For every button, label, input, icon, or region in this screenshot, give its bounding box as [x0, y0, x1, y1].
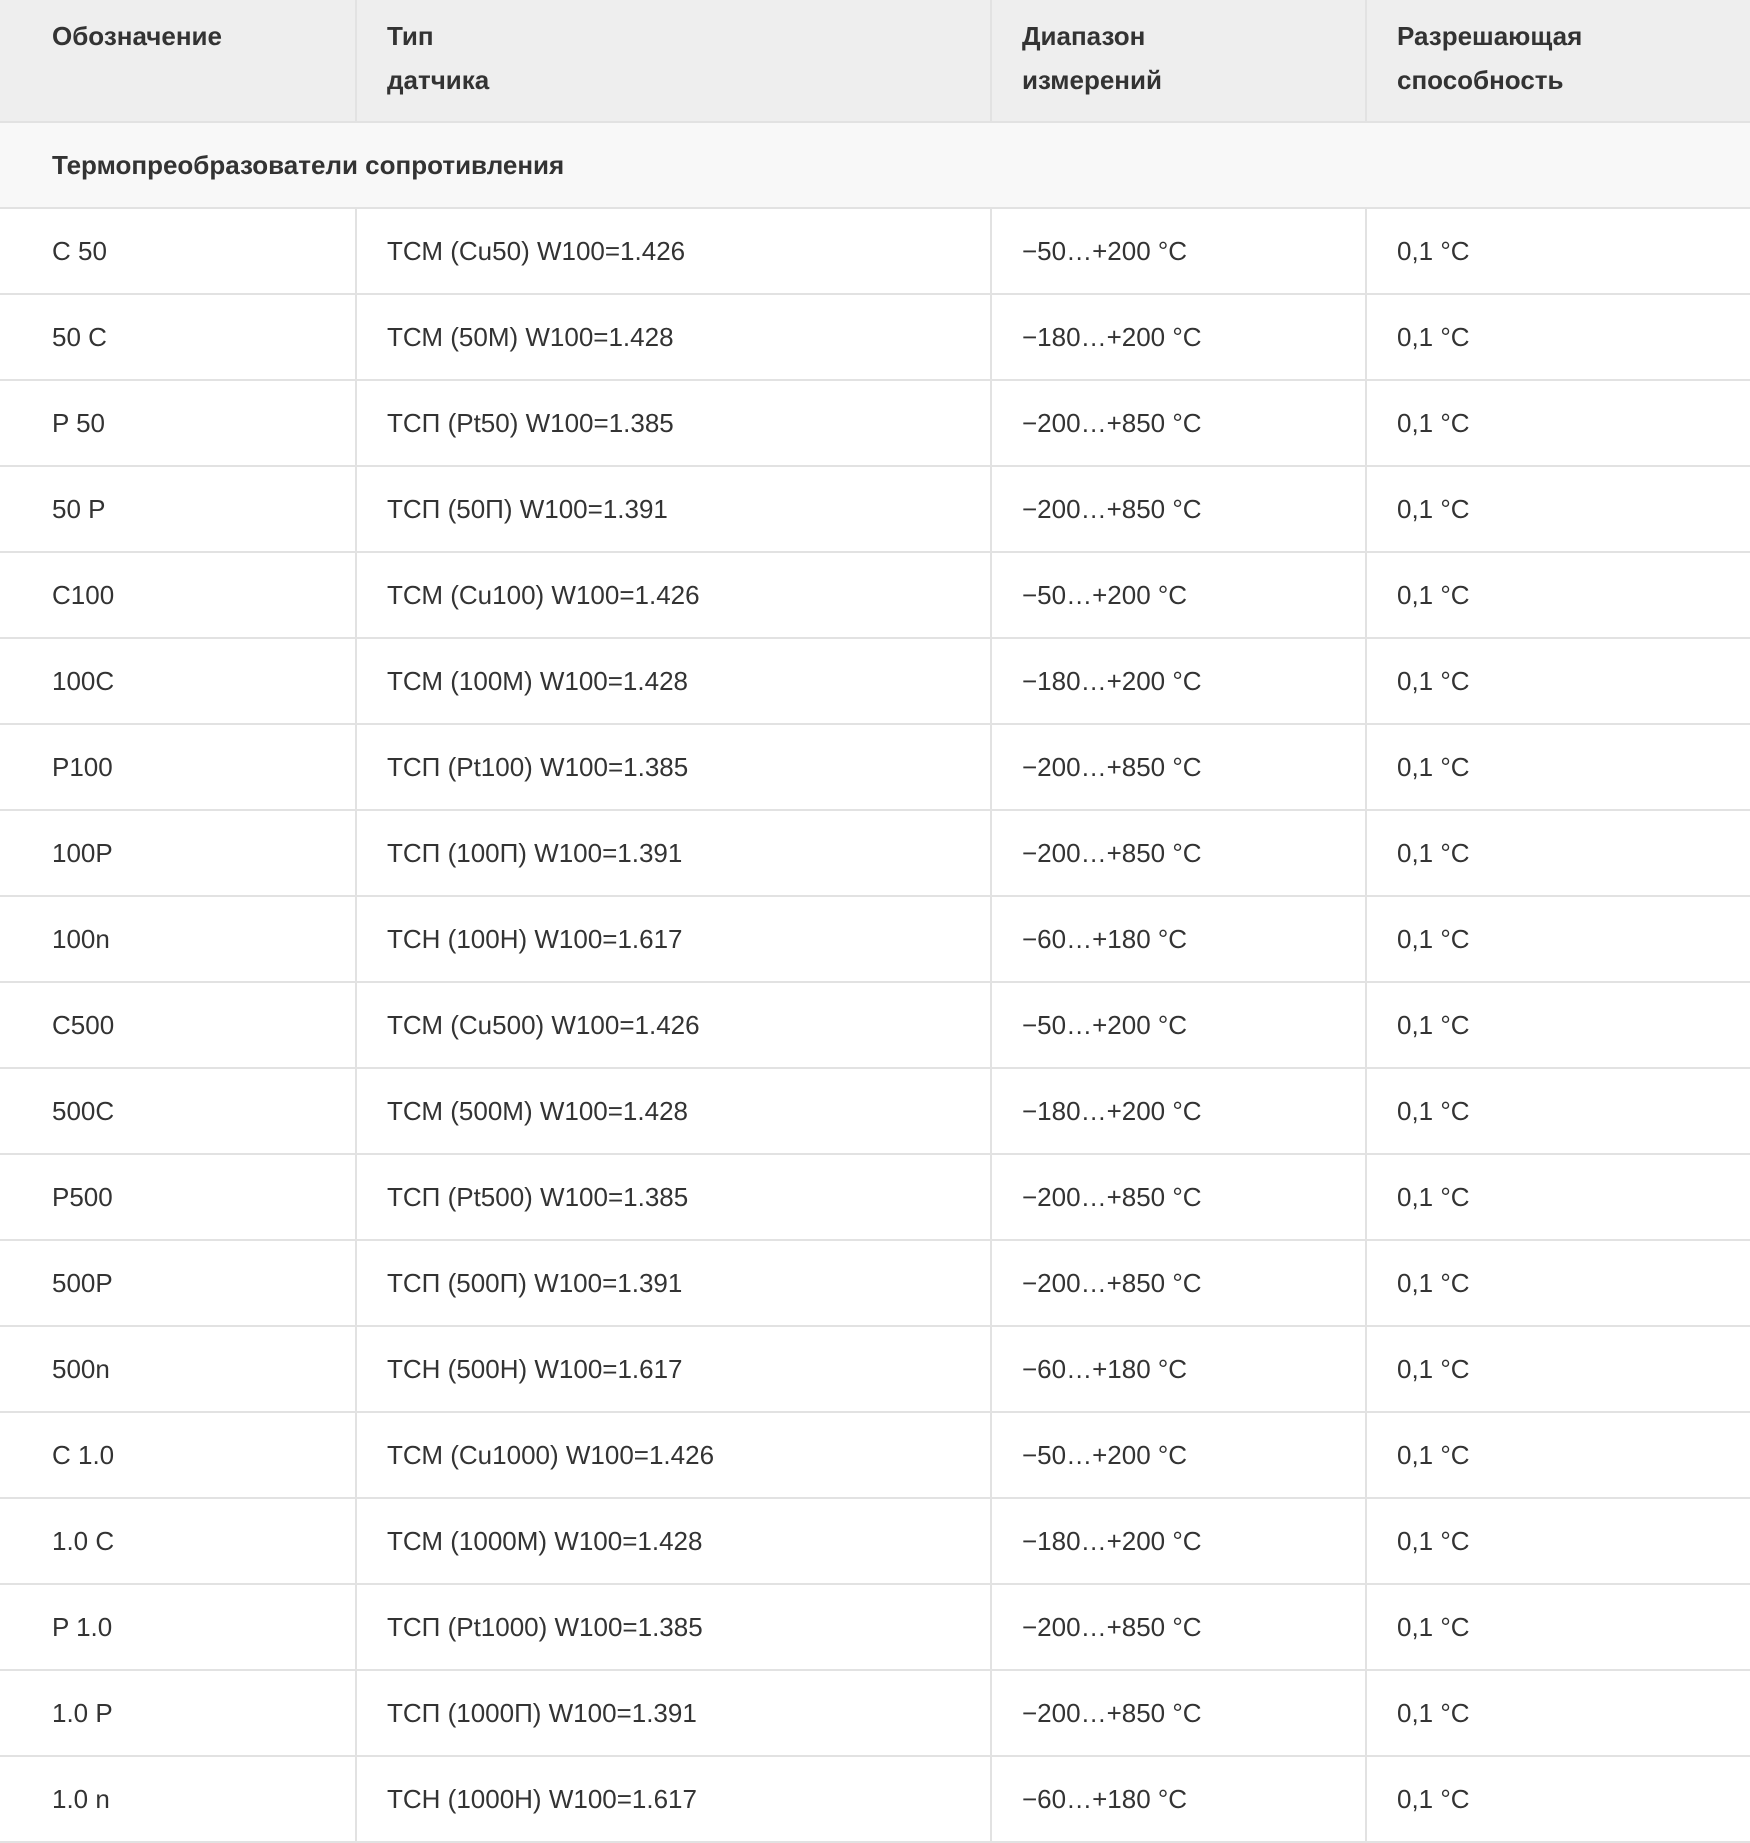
- cell-range: −200…+850 °C: [991, 810, 1366, 896]
- header-designation-line: Обозначение: [52, 21, 222, 51]
- cell-range: −200…+850 °C: [991, 1240, 1366, 1326]
- cell-resolution: 0,1 °C: [1366, 1326, 1750, 1412]
- table-row: [0, 1326, 1750, 1412]
- table-row: [0, 208, 1750, 294]
- cell-sensor-type: ТСП (100П) W100=1.391: [356, 810, 991, 896]
- cell-sensor-type: ТСМ (500М) W100=1.428: [356, 1068, 991, 1154]
- table-header-row: [0, 0, 1750, 122]
- cell-designation: P500: [0, 1154, 356, 1240]
- header-sensor-type: [356, 0, 991, 122]
- table-row: [0, 1240, 1750, 1326]
- cell-range: −180…+200 °C: [991, 1498, 1366, 1584]
- table-row: [0, 466, 1750, 552]
- cell-designation: P 1.0: [0, 1584, 356, 1670]
- cell-resolution: 0,1 °C: [1366, 1412, 1750, 1498]
- table-row: [0, 638, 1750, 724]
- cell-resolution: 0,1 °C: [1366, 208, 1750, 294]
- cell-range: −50…+200 °C: [991, 208, 1366, 294]
- cell-sensor-type: ТСП (Pt500) W100=1.385: [356, 1154, 991, 1240]
- cell-range: −200…+850 °C: [991, 380, 1366, 466]
- cell-sensor-type: ТСП (500П) W100=1.391: [356, 1240, 991, 1326]
- table-row: [0, 1498, 1750, 1584]
- cell-designation: 500P: [0, 1240, 356, 1326]
- cell-designation: C100: [0, 552, 356, 638]
- table-row: [0, 1068, 1750, 1154]
- cell-designation: C500: [0, 982, 356, 1068]
- cell-designation: 100C: [0, 638, 356, 724]
- section-title: Термопреобразователи сопротивления: [0, 122, 1750, 208]
- cell-sensor-type: ТСП (Pt1000) W100=1.385: [356, 1584, 991, 1670]
- cell-range: −50…+200 °C: [991, 982, 1366, 1068]
- cell-designation: 50 C: [0, 294, 356, 380]
- cell-resolution: 0,1 °C: [1366, 1756, 1750, 1842]
- header-sensor-type-line-2: датчика: [387, 65, 490, 95]
- cell-resolution: 0,1 °C: [1366, 982, 1750, 1068]
- cell-designation: 100P: [0, 810, 356, 896]
- header-range-line-2: измерений: [1022, 65, 1162, 95]
- cell-resolution: 0,1 °C: [1366, 380, 1750, 466]
- cell-range: −60…+180 °C: [991, 896, 1366, 982]
- cell-designation: 50 P: [0, 466, 356, 552]
- cell-designation: P100: [0, 724, 356, 810]
- header-resolution-line-1: Разрешающая: [1397, 21, 1583, 51]
- section-row: [0, 122, 1750, 208]
- cell-range: −180…+200 °C: [991, 638, 1366, 724]
- cell-resolution: 0,1 °C: [1366, 896, 1750, 982]
- cell-designation: P 50: [0, 380, 356, 466]
- cell-sensor-type: ТСП (50П) W100=1.391: [356, 466, 991, 552]
- cell-sensor-type: ТСН (100Н) W100=1.617: [356, 896, 991, 982]
- cell-resolution: 0,1 °C: [1366, 638, 1750, 724]
- cell-resolution: 0,1 °C: [1366, 1498, 1750, 1584]
- cell-sensor-type: ТСМ (1000М) W100=1.428: [356, 1498, 991, 1584]
- cell-sensor-type: ТСМ (Cu1000) W100=1.426: [356, 1412, 991, 1498]
- cell-sensor-type: ТСН (1000Н) W100=1.617: [356, 1756, 991, 1842]
- cell-range: −200…+850 °C: [991, 1154, 1366, 1240]
- cell-sensor-type: ТСП (Pt100) W100=1.385: [356, 724, 991, 810]
- table-row: [0, 896, 1750, 982]
- cell-range: −200…+850 °C: [991, 1670, 1366, 1756]
- table-row: [0, 1584, 1750, 1670]
- cell-sensor-type: ТСМ (50М) W100=1.428: [356, 294, 991, 380]
- header-range-line-1: Диапазон: [1022, 21, 1146, 51]
- table-row: [0, 1412, 1750, 1498]
- table-row: [0, 982, 1750, 1068]
- cell-designation: C 1.0: [0, 1412, 356, 1498]
- table-row: [0, 552, 1750, 638]
- cell-range: −200…+850 °C: [991, 466, 1366, 552]
- cell-designation: C 50: [0, 208, 356, 294]
- table-row: [0, 724, 1750, 810]
- header-resolution: [1366, 0, 1750, 122]
- cell-range: −60…+180 °C: [991, 1756, 1366, 1842]
- cell-sensor-type: ТСМ (Cu100) W100=1.426: [356, 552, 991, 638]
- cell-sensor-type: ТСМ (Cu500) W100=1.426: [356, 982, 991, 1068]
- header-resolution-line-2: способность: [1397, 65, 1564, 95]
- cell-range: −200…+850 °C: [991, 724, 1366, 810]
- cell-resolution: 0,1 °C: [1366, 1240, 1750, 1326]
- table-row: [0, 810, 1750, 896]
- header-range: [991, 0, 1366, 122]
- cell-sensor-type: ТСП (Pt50) W100=1.385: [356, 380, 991, 466]
- cell-resolution: 0,1 °C: [1366, 1154, 1750, 1240]
- table-row: [0, 1756, 1750, 1842]
- cell-sensor-type: ТСН (500Н) W100=1.617: [356, 1326, 991, 1412]
- header-designation: [0, 0, 356, 122]
- cell-range: −50…+200 °C: [991, 552, 1366, 638]
- table-row: [0, 1154, 1750, 1240]
- cell-resolution: 0,1 °C: [1366, 1670, 1750, 1756]
- cell-designation: 100n: [0, 896, 356, 982]
- cell-range: −60…+180 °C: [991, 1326, 1366, 1412]
- cell-designation: 500C: [0, 1068, 356, 1154]
- cell-resolution: 0,1 °C: [1366, 466, 1750, 552]
- header-sensor-type-line-1: Тип: [387, 21, 434, 51]
- cell-range: −180…+200 °C: [991, 294, 1366, 380]
- cell-sensor-type: ТСМ (100М) W100=1.428: [356, 638, 991, 724]
- cell-resolution: 0,1 °C: [1366, 724, 1750, 810]
- cell-resolution: 0,1 °C: [1366, 1068, 1750, 1154]
- cell-resolution: 0,1 °C: [1366, 810, 1750, 896]
- cell-designation: 1.0 n: [0, 1756, 356, 1842]
- cell-designation: 1.0 P: [0, 1670, 356, 1756]
- table-row: [0, 380, 1750, 466]
- cell-resolution: 0,1 °C: [1366, 1584, 1750, 1670]
- cell-sensor-type: ТСП (1000П) W100=1.391: [356, 1670, 991, 1756]
- cell-designation: 1.0 C: [0, 1498, 356, 1584]
- cell-range: −180…+200 °C: [991, 1068, 1366, 1154]
- table-row: [0, 294, 1750, 380]
- cell-resolution: 0,1 °C: [1366, 294, 1750, 380]
- cell-sensor-type: ТСМ (Cu50) W100=1.426: [356, 208, 991, 294]
- cell-designation: 500n: [0, 1326, 356, 1412]
- table-body: [0, 122, 1750, 1842]
- table-row: [0, 1670, 1750, 1756]
- cell-resolution: 0,1 °C: [1366, 552, 1750, 638]
- cell-range: −50…+200 °C: [991, 1412, 1366, 1498]
- cell-range: −200…+850 °C: [991, 1584, 1366, 1670]
